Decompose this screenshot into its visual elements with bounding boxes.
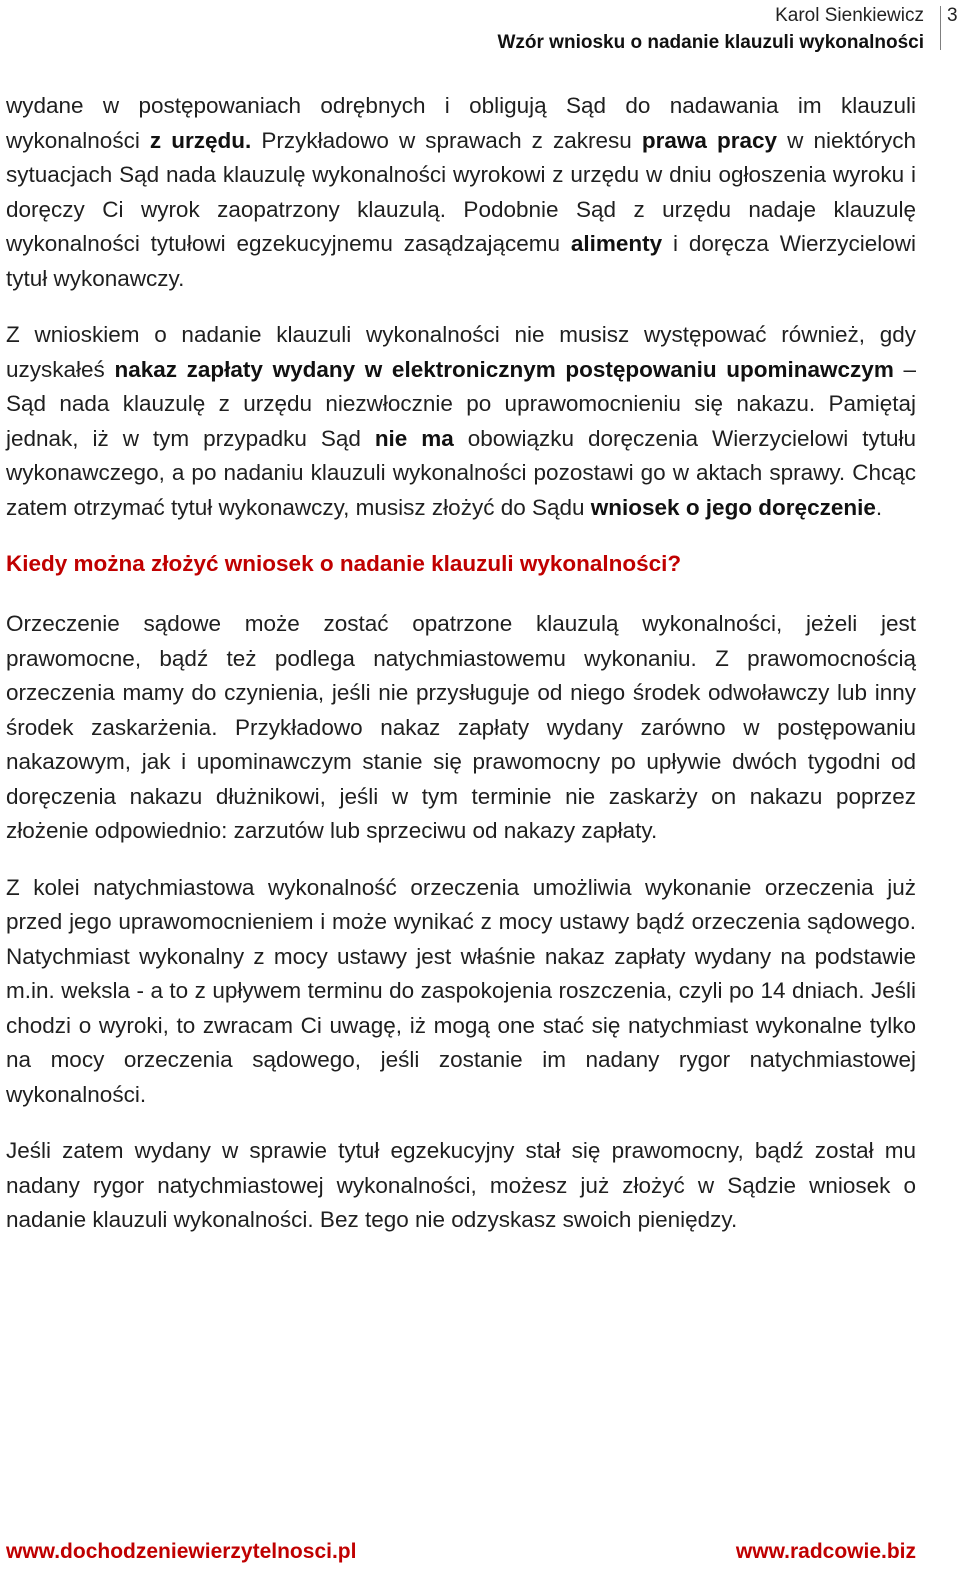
- header-author: Karol Sienkiewicz: [775, 5, 924, 26]
- header-divider: [940, 6, 941, 50]
- p1-bold-z-urzedu: z urzędu.: [149, 127, 252, 153]
- section-heading: Kiedy można złożyć wniosek o nadanie klauzuli wykonalności?: [6, 551, 682, 576]
- footer-link-dochodzeniewierzytelnosci[interactable]: www.dochodzeniewierzytelnosci.pl: [6, 1540, 357, 1563]
- p1-bold-alimenty: alimenty: [570, 231, 663, 256]
- p1-bold-prawa-pracy: prawa pracy: [641, 127, 778, 153]
- p2-text-2: – Sąd nada klauzulę z urzędu niezwłocznie po uprawomocnieniu się nakazu. Pamiętaj jednak, iż w tym przypadku Sąd: [6, 356, 916, 451]
- paragraph-1: [6, 89, 916, 296]
- p2-text-3: obowiązku doręczenia Wierzycielowi tytułu wykonawczego, a po nadaniu klauzuli wykonalności pozostawi go w aktach sprawy. Chcąc zatem otrzymać tytuł wykonawczy, musisz złożyć do Sądu: [6, 425, 917, 520]
- p2-bold-nie-ma: nie ma: [374, 425, 454, 451]
- paragraph-3: Orzeczenie sądowe może zostać opatrzone klauzulą wykonalności, jeżeli jest prawomocne, bądź też podlega natychmiastowemu wykonaniu. Z prawomocnością orzeczenia mamy do czynienia, jeśli nie przysługuje od niego środek odwoławczy lub inny środek zaskarżenia. Przykładowo nakaz zapłaty wydany zarówno w postępowaniu nakazowym, jak i upominawczym stanie się prawomocny po upływie dwóch tygodni od doręczenia nakazu dłużnikowi, jeśli w tym terminie nie zaskarży on nakazu poprzez złożenie odpowiednio: zarzutów lub sprzeciwu od nakazy zapłaty.: [6, 611, 916, 843]
- p1-text-3: w niektórych sytuacjach Sąd nada klauzulę wykonalności wyrokowi z urzędu w dniu ogłoszenia wyroku i doręczy Ci wyrok zaopatrzony klauzulą. Podobnie Sąd z urzędu nadaje klauzulę wykonalności tytułowi egzekucyjnemu zasądzającemu: [6, 127, 916, 256]
- p2-bold-nakaz-zaplaty: nakaz zapłaty wydany w elektronicznym postępowaniu upominawczym: [114, 356, 894, 382]
- p1-text-4: i doręcza Wierzycielowi tytuł wykonawczy.: [6, 231, 917, 291]
- page-footer: [6, 1540, 916, 1570]
- paragraph-5: Jeśli zatem wydany w sprawie tytuł egzekucyjny stał się prawomocny, bądź został mu nadany rygor natychmiastowej wykonalności, możesz już złożyć w Sądzie wniosek o nadanie klauzuli wykonalności. Bez tego nie odzyskasz swoich pieniędzy.: [6, 1138, 916, 1232]
- p2-bold-wniosek-o-doreczenie: wniosek o jego doręczenie: [590, 494, 876, 520]
- p1-text-1: wydane w postępowaniach odrębnych i obligują Sąd do nadawania im klauzuli wykonalności: [6, 93, 916, 153]
- paragraph-4: Z kolei natychmiastowa wykonalność orzeczenia umożliwia wykonanie orzeczenia już przed jego uprawomocnieniem i może wynikać z mocy ustawy bądź orzeczenia sądowego. Natychmiast wykonalny z mocy ustawy jest właśnie nakaz zapłaty wydany na podstawie m.in. weksla - a to z upływem terminu do zaspokojenia roszczenia, czyli po 14 dniach. Jeśli chodzi o wyroki, to zwracam Ci uwagę, iż mogą one stać się natychmiast wykonalne tylko na mocy orzeczenia sądowego, jeśli zostanie im nadany rygor natychmiastowej wykonalności.: [6, 874, 916, 1107]
- document-body: [6, 89, 916, 1260]
- p1-text-2: Przykładowo w sprawach z zakresu: [251, 127, 642, 153]
- p2-text-1: Z wnioskiem o nadanie klauzuli wykonalności nie musisz występować również, gdy uzyskałeś: [6, 322, 916, 382]
- footer-link-radcowie[interactable]: www.radcowie.biz: [735, 1540, 916, 1563]
- p2-text-4: .: [875, 494, 883, 520]
- paragraph-2: [6, 318, 916, 525]
- page-number: 3: [947, 5, 958, 26]
- header-title: Wzór wniosku o nadanie klauzuli wykonalności: [497, 32, 924, 53]
- page-header: [0, 0, 960, 60]
